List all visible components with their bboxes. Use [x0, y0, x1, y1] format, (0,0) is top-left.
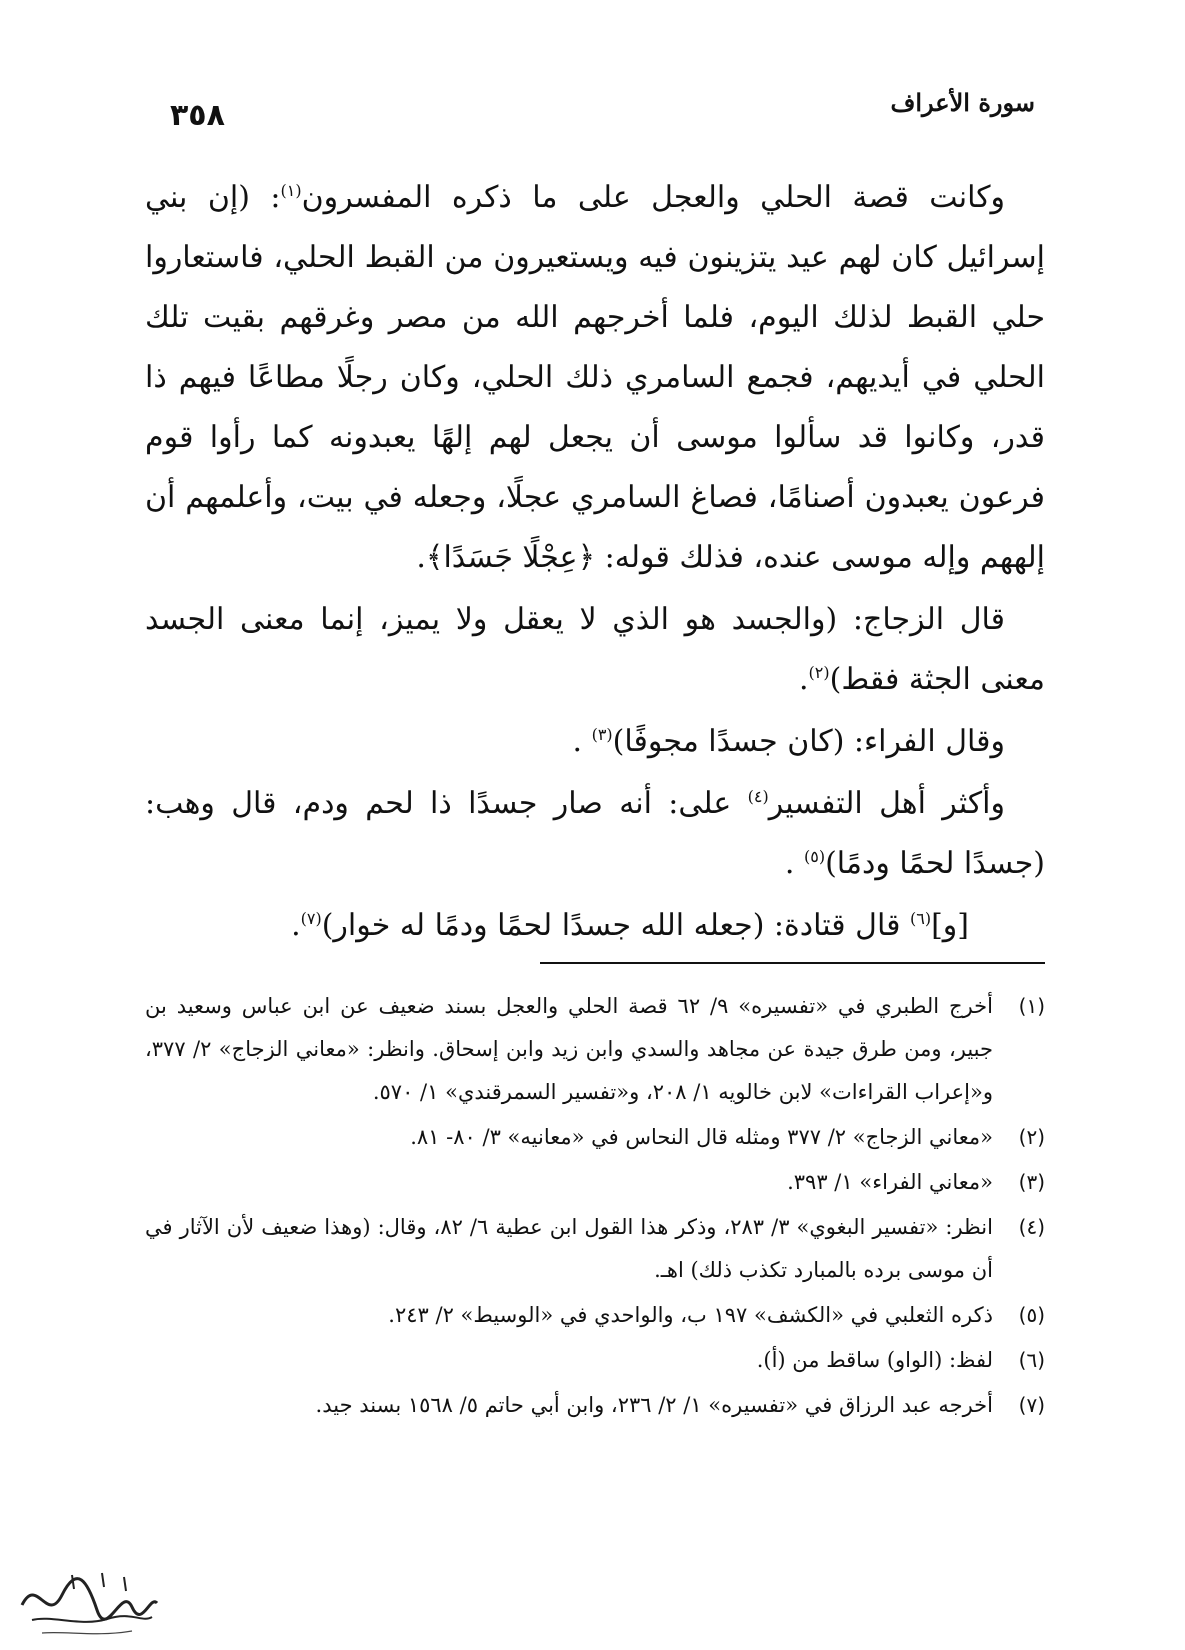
footnote-text: ذكره الثعلبي في «الكشف» ١٩٧ ب، والواحدي في «الوسيط» ٢/ ٢٤٣. — [388, 1303, 993, 1327]
footnote-text: انظر: «تفسير البغوي» ٣/ ٢٨٣، وذكر هذا القول ابن عطية ٦/ ٨٢، وقال: (وهذا ضعيف لأن الآثار في أن موسى برده بالمبارد تكذب ذلك) اهـ. — [145, 1215, 993, 1282]
footnote-number: (٦) — [1018, 1348, 1045, 1372]
footnote-number: (٣) — [1018, 1170, 1045, 1194]
paragraph-zajjaj — [145, 590, 1045, 710]
paragraph-text: . — [572, 724, 592, 759]
surah-title: سورة الأعراف — [890, 88, 1035, 117]
paragraph-text: قال قتادة: (جعله الله جسدًا لحمًا ودمًا له خوار) — [321, 908, 910, 943]
footnote-number: (١) — [1018, 994, 1045, 1018]
footnotes — [145, 985, 1045, 1429]
footnote-text: أخرج الطبري في «تفسيره» ٩/ ٦٢ قصة الحلي والعجل بسند ضعيف عن ابن عباس وسعيد بن جبير، ومن طرق جيدة عن مجاهد والسدي وابن زيد وابن إسحاق. وانظر: «معاني الزجاج» ٢/ ٣٧٧، و«إعراب القراءات» لابن خالويه ١/ ٢٠٨، و«تفسير السمرقندي» ١/ ٥٧٠. — [145, 994, 993, 1104]
footnote-ref: (٥) — [803, 847, 826, 866]
paragraph-text: وأكثر أهل التفسير — [768, 786, 1006, 821]
paragraph-qatada — [145, 896, 1045, 956]
paragraph-farra — [145, 712, 1045, 772]
paragraph-tafsir — [145, 774, 1045, 894]
footnote-ref: (٧) — [300, 909, 322, 928]
paragraph-text: قال الزجاج: (والجسد هو الذي لا يعقل ولا يميز، إنما معنى الجسد معنى الجثة فقط) — [145, 602, 1045, 697]
footnote-ref: (١) — [280, 181, 302, 200]
footnote-item — [145, 1116, 1045, 1159]
paragraph-text: على: أنه صار جسدًا ذا لحم ودم، قال وهب: (جسدًا لحمًا ودمًا) — [145, 786, 1045, 881]
footnote-divider — [540, 962, 1045, 964]
paragraph-text: [و] — [931, 908, 969, 943]
footnote-ref: (٢) — [808, 663, 830, 682]
footnote-text: لفظ: (الواو) ساقط من (أ). — [756, 1348, 993, 1372]
paragraph-text: . — [784, 846, 804, 881]
footnote-number: (٢) — [1018, 1125, 1045, 1149]
footnote-number: (٥) — [1018, 1303, 1045, 1327]
footnote-item — [145, 1161, 1045, 1204]
footnote-ref: (٦) — [910, 909, 932, 928]
paragraph-text: : (إن بني إسرائيل كان لهم عيد يتزينون فيه ويستعيرون من القبط الحلي، فاستعاروا حلي القبط لذلك اليوم، فلما أخرجهم الله من مصر وغرقهم بقيت تلك الحلي في أيديهم، فجمع السامري ذلك الحلي، وكان رجلًا مطاعًا فيهم ذا قدر، وكانوا قد سألوا موسى أن يجعل لهم إلهًا يعبدونه كما رأوا قوم فرعون يعبدون أصنامًا، فصاغ السامري عجلًا، وجعله في بيت، وأعلمهم أن إلههم وإله موسى عنده، فذلك قوله: ﴿عِجْلًا جَسَدًا﴾. — [145, 180, 1045, 575]
main-text — [145, 168, 1045, 958]
page-number: ٣٥٨ — [170, 98, 225, 133]
footnote-item — [145, 985, 1045, 1114]
paragraph-story — [145, 168, 1045, 588]
paragraph-text: وكانت قصة الحلي والعجل على ما ذكره المفسرون — [301, 180, 1005, 215]
footnote-text: «معاني الزجاج» ٢/ ٣٧٧ ومثله قال النحاس في «معانيه» ٣/ ٨٠- ٨١. — [410, 1125, 993, 1149]
calligraphy-logo-icon — [12, 1565, 162, 1645]
footnote-item — [145, 1339, 1045, 1382]
footnote-ref: (٤) — [747, 787, 769, 806]
page-header — [170, 88, 1035, 144]
footnote-item — [145, 1206, 1045, 1292]
footnote-text: أخرجه عبد الرزاق في «تفسيره» ١/ ٢/ ٢٣٦، وابن أبي حاتم ٥/ ١٥٦٨ بسند جيد. — [315, 1393, 993, 1417]
footnote-text: «معاني الفراء» ١/ ٣٩٣. — [787, 1170, 993, 1194]
footnote-item — [145, 1384, 1045, 1427]
paragraph-text: . — [291, 908, 301, 943]
footnote-item — [145, 1294, 1045, 1337]
footnote-ref: (٣) — [591, 725, 613, 744]
paragraph-text: وقال الفراء: (كان جسدًا مجوفًا) — [612, 724, 1005, 759]
footnote-number: (٤) — [1018, 1215, 1045, 1239]
watermark-logo — [12, 1565, 162, 1645]
footnote-number: (٧) — [1018, 1393, 1045, 1417]
paragraph-text: . — [799, 662, 809, 697]
